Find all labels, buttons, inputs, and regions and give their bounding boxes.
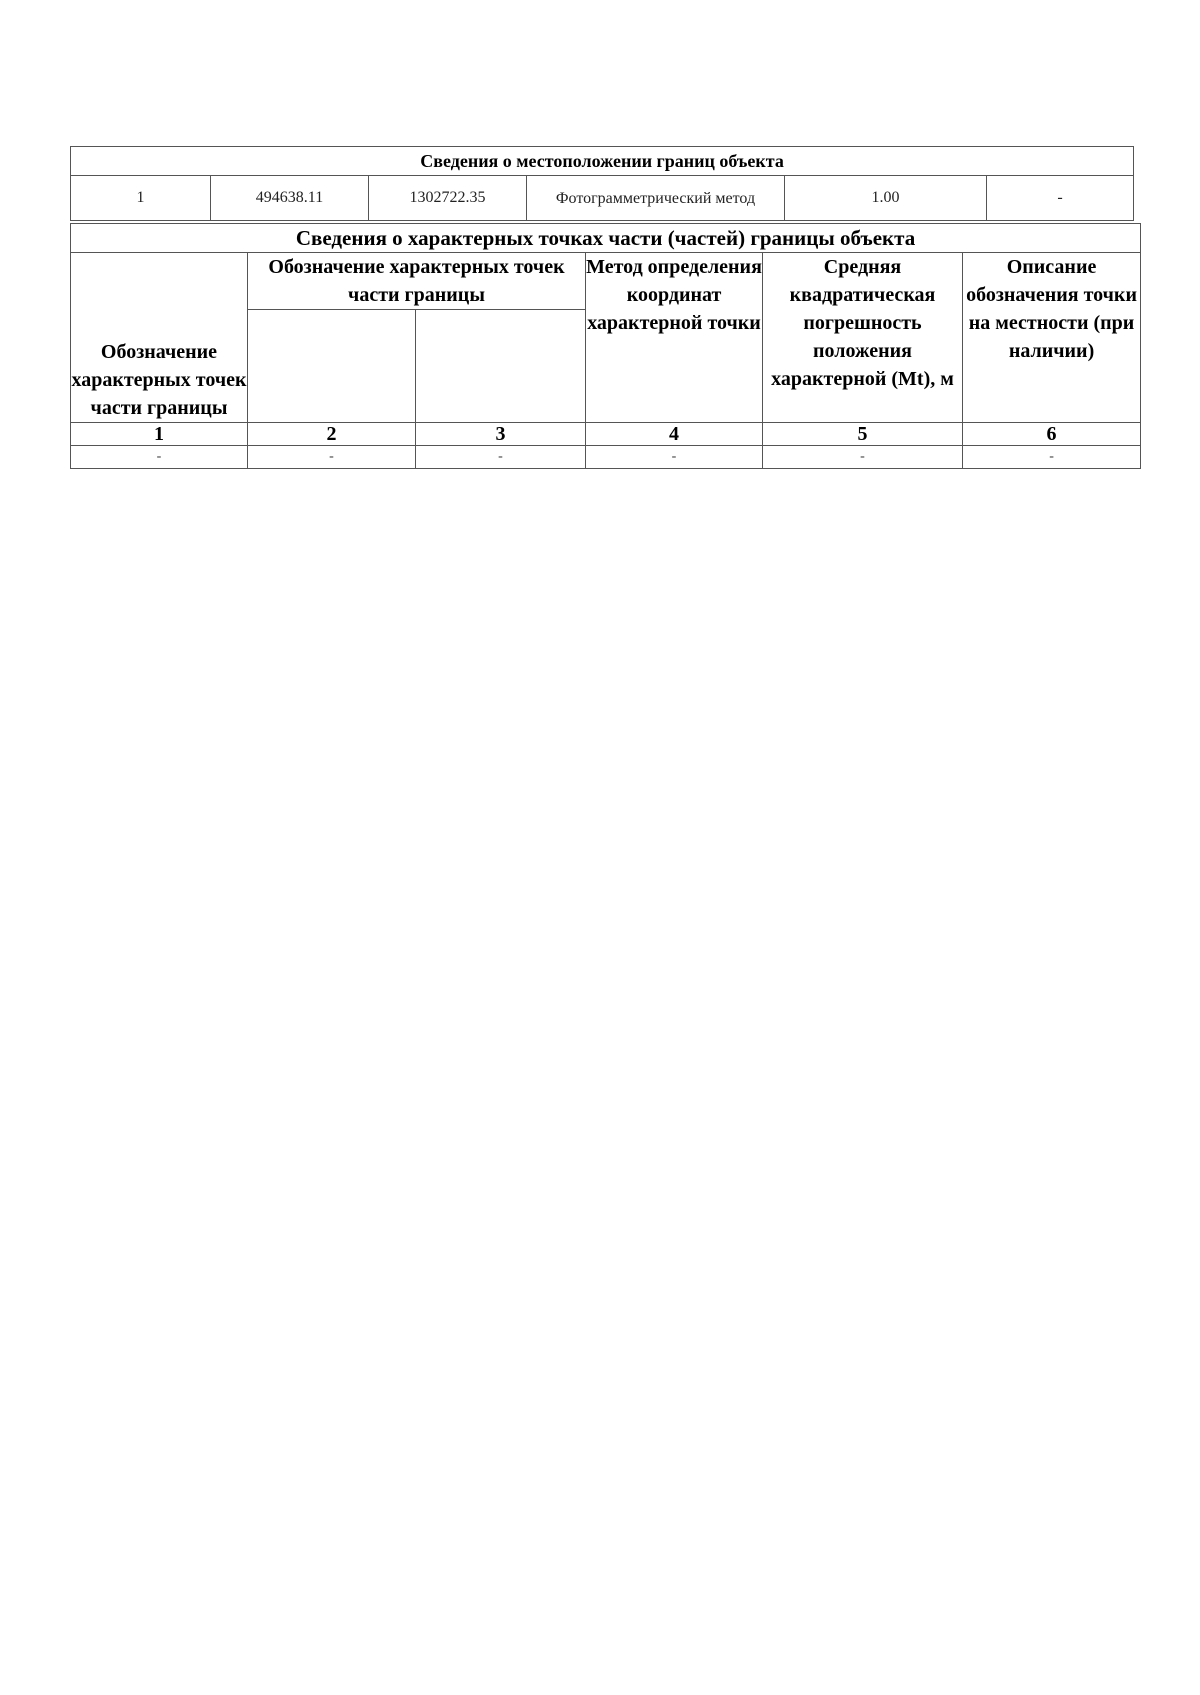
header-description: Описание обозначения точки на местности (при наличии) bbox=[963, 253, 1141, 423]
point-number-cell: 1 bbox=[71, 176, 211, 221]
boundary-location-table bbox=[70, 146, 1134, 221]
table-row bbox=[71, 446, 1141, 469]
characteristic-points-table bbox=[70, 223, 1141, 469]
error-cell: 1.00 bbox=[785, 176, 987, 221]
x-coordinate-cell: 494638.11 bbox=[211, 176, 369, 221]
y-coordinate-cell: 1302722.35 bbox=[369, 176, 527, 221]
empty-value-cell: - bbox=[586, 446, 763, 469]
column-number: 2 bbox=[248, 423, 416, 446]
header-part-boundary-points: Обозначение характерных точек части границы bbox=[248, 253, 586, 310]
column-number: 5 bbox=[763, 423, 963, 446]
empty-value-cell: - bbox=[416, 446, 586, 469]
boundary-location-title: Сведения о местоположении границ объекта bbox=[71, 147, 1134, 176]
header-subcell-empty bbox=[416, 310, 586, 423]
header-mean-error: Средняя квадратическая погрешность положения характерной (Mt), м bbox=[763, 253, 963, 423]
column-number: 3 bbox=[416, 423, 586, 446]
column-numbers-row bbox=[71, 423, 1141, 446]
method-cell: Фотограмметрический метод bbox=[527, 176, 785, 221]
column-number: 6 bbox=[963, 423, 1141, 446]
empty-value-cell: - bbox=[963, 446, 1141, 469]
empty-value-cell: - bbox=[248, 446, 416, 469]
header-subcell-empty bbox=[248, 310, 416, 423]
characteristic-points-title: Сведения о характерных точках части (частей) границы объекта bbox=[71, 224, 1141, 253]
header-method: Метод определения координат характерной точки bbox=[586, 253, 763, 423]
column-number: 1 bbox=[71, 423, 248, 446]
table-row bbox=[71, 176, 1134, 221]
empty-value-cell: - bbox=[71, 446, 248, 469]
column-number: 4 bbox=[586, 423, 763, 446]
description-cell: - bbox=[987, 176, 1134, 221]
empty-value-cell: - bbox=[763, 446, 963, 469]
header-point-designation: Обозначение характерных точек части границы bbox=[71, 253, 248, 423]
